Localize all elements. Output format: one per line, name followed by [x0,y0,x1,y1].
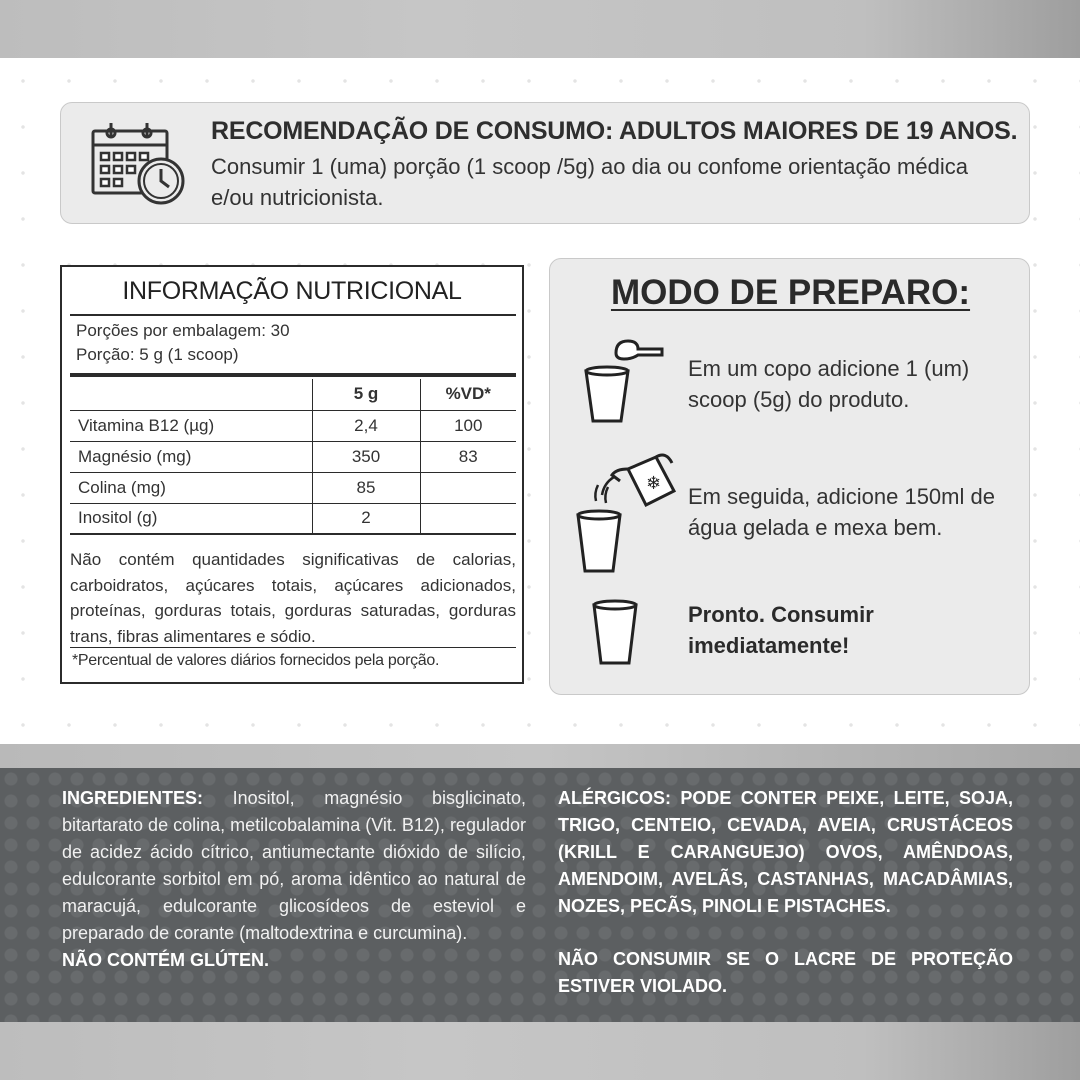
table-row [70,503,516,534]
bottom-band [0,1022,1080,1080]
step-3-text: Pronto. Consumir imediatamente! [688,602,874,658]
svg-text:❄: ❄ [646,473,662,494]
nutrient-name: Vitamina B12 (µg) [70,410,312,441]
calendar-clock-icon [89,119,189,209]
divider-thick [70,373,516,377]
servings-per-package: Porções por embalagem: 30 [76,321,290,340]
nutrient-amount: 85 [312,472,420,503]
nutrient-name: Inositol (g) [70,503,312,534]
seal-warning: NÃO CONSUMIR SE O LACRE DE PROTEÇÃO ESTIVER VIOLADO. [558,949,1013,996]
nutrient-dv: 100 [420,410,516,441]
nutrient-name: Magnésio (mg) [70,441,312,472]
nutrition-note: Não contém quantidades significativas de calorias, carboidratos, açúcares totais, açúcares adicionados, proteínas, gorduras totais, gorduras saturadas, gorduras trans, fibras alimentares e sódio. [70,550,516,646]
mid-band [0,744,1080,768]
pitcher-cup-icon [570,453,680,575]
nutrient-amount: 2 [312,503,420,534]
nutrient-dv [420,503,516,534]
table-row [70,441,516,472]
preparation-title: MODO DE PREPARO: [610,273,971,312]
preparation-box [549,258,1030,695]
divider [70,647,516,648]
top-band [0,0,1080,58]
allergens-text: ALÉRGICOS: PODE CONTER PEIXE, LEITE, SOJA, TRIGO, CENTEIO, CEVADA, AVEIA, CRUSTÁCEOS (KRILL E CARANGUEJO) OVOS, AMÊNDOAS, AMENDOIM, AVELÃS, CASTANHAS, MACADÂMIAS, NOZES, PECÃS, PINOLI E PISTACHES. [558,788,1013,916]
serving-size: Porção: 5 g (1 scoop) [76,345,239,364]
nutrient-amount: 2,4 [312,410,420,441]
gluten-notice: NÃO CONTÉM GLÚTEN. [62,950,269,970]
table-header-row [70,379,516,410]
nutrition-grid [70,379,516,535]
nutrition-title: INFORMAÇÃO NUTRICIONAL [122,277,462,305]
nutrition-table-box [60,265,524,684]
table-row [70,472,516,503]
nutrition-footnote: *Percentual de valores diários fornecidos pela porção. [72,652,440,669]
column-header [70,379,312,410]
nutrient-dv: 83 [420,441,516,472]
cup-icon [590,599,640,667]
nutrient-dv [420,472,516,503]
nutrient-name: Colina (mg) [70,472,312,503]
ingredients-label: INGREDIENTES: [62,788,204,808]
table-row [70,410,516,441]
recommendation-title: RECOMENDAÇÃO DE CONSUMO: ADULTOS MAIORES DE 19 ANOS. [211,117,1018,145]
scoop-cup-icon [580,333,670,425]
ingredients-text [62,785,526,974]
recommendation-box [60,102,1030,224]
recommendation-text: Consumir 1 (uma) porção (1 scoop /5g) ao dia ou confome orientação médica e/ou nutricionista. [211,154,968,210]
divider [70,314,516,316]
column-header: %VD* [420,379,516,410]
step-1-text: Em um copo adicione 1 (um) scoop (5g) do produto. [688,356,970,412]
step-2-text: Em seguida, adicione 150ml de água gelada e mexa bem. [688,484,995,540]
nutrient-amount: 350 [312,441,420,472]
column-header: 5 g [312,379,420,410]
ingredients-list: Inositol, magnésio bisglicinato, bitartarato de colina, metilcobalamina (Vit. B12), regulador de acidez ácido cítrico, antiumectante dióxido de silício, edulcorante sorbitol em pó, aroma idêntico ao natural de maracujá, edulcorante glicosídeos de esteviol e preparado de corante (maltodextrina e curcumina). [62,788,526,943]
